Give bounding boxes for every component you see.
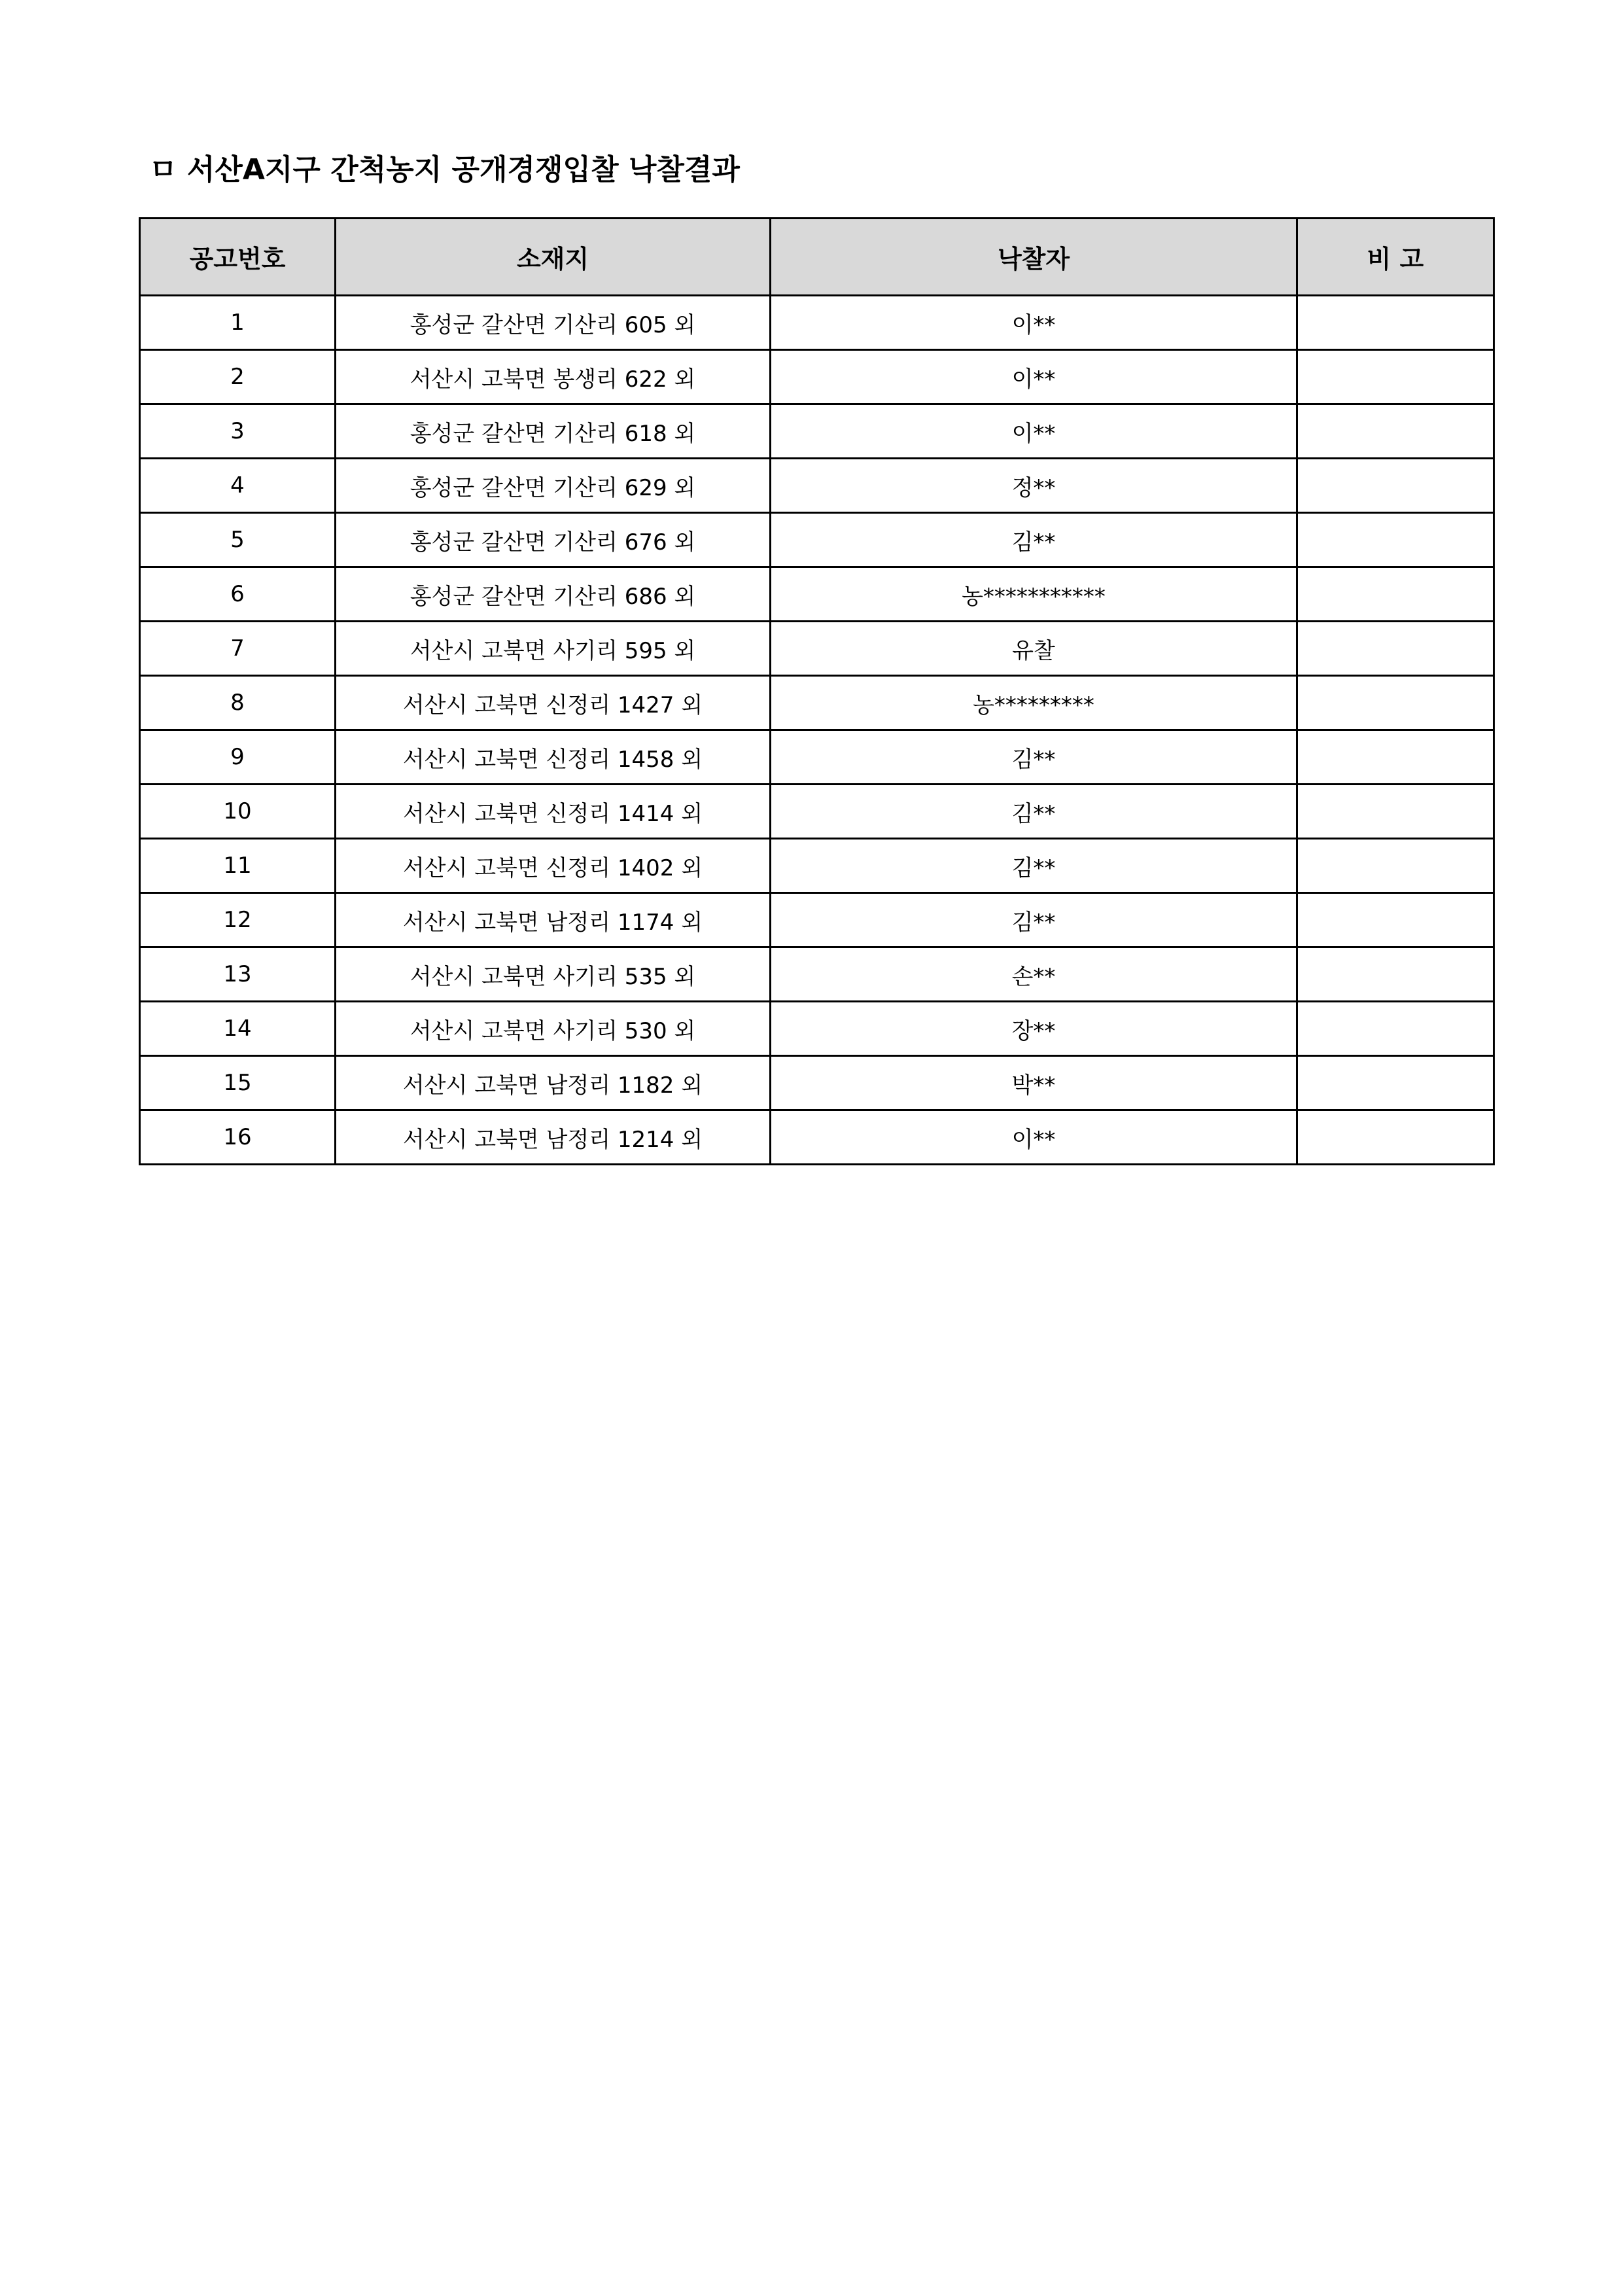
location-cell: 서산시 고북면 신정리 1427 외: [336, 676, 771, 730]
remarks-cell: [1297, 785, 1494, 839]
winner-cell: 김**: [771, 730, 1297, 785]
winner-cell: 유찰: [771, 622, 1297, 676]
winner-cell: 박**: [771, 1056, 1297, 1110]
table-row: [140, 1056, 1494, 1110]
location-cell: 서산시 고북면 신정리 1458 외: [336, 730, 771, 785]
notice-number-cell: 1: [140, 296, 336, 350]
remarks-cell: [1297, 459, 1494, 513]
table-row: [140, 1002, 1494, 1056]
table-row: [140, 296, 1494, 350]
notice-number-cell: 11: [140, 839, 336, 893]
location-cell: 서산시 고북면 사기리 595 외: [336, 622, 771, 676]
table-row: [140, 350, 1494, 404]
notice-number-cell: 10: [140, 785, 336, 839]
table-row: [140, 730, 1494, 785]
table-row: [140, 947, 1494, 1002]
location-cell: 홍성군 갈산면 기산리 676 외: [336, 513, 771, 567]
header-remarks: 비 고: [1297, 219, 1494, 296]
location-cell: 서산시 고북면 사기리 535 외: [336, 947, 771, 1002]
notice-number-cell: 7: [140, 622, 336, 676]
winner-cell: 김**: [771, 785, 1297, 839]
location-cell: 서산시 고북면 봉생리 622 외: [336, 350, 771, 404]
winner-cell: 김**: [771, 839, 1297, 893]
table-row: [140, 513, 1494, 567]
table-row: [140, 622, 1494, 676]
location-cell: 홍성군 갈산면 기산리 629 외: [336, 459, 771, 513]
location-cell: 홍성군 갈산면 기산리 618 외: [336, 404, 771, 459]
notice-number-cell: 6: [140, 567, 336, 622]
remarks-cell: [1297, 839, 1494, 893]
location-cell: 서산시 고북면 신정리 1414 외: [336, 785, 771, 839]
table-row: [140, 839, 1494, 893]
remarks-cell: [1297, 404, 1494, 459]
location-cell: 서산시 고북면 남정리 1174 외: [336, 893, 771, 947]
table-row: [140, 459, 1494, 513]
winner-cell: 이**: [771, 350, 1297, 404]
notice-number-cell: 15: [140, 1056, 336, 1110]
notice-number-cell: 8: [140, 676, 336, 730]
remarks-cell: [1297, 893, 1494, 947]
table-row: [140, 1110, 1494, 1165]
winner-cell: 손**: [771, 947, 1297, 1002]
location-cell: 서산시 고북면 사기리 530 외: [336, 1002, 771, 1056]
location-cell: 홍성군 갈산면 기산리 686 외: [336, 567, 771, 622]
location-cell: 홍성군 갈산면 기산리 605 외: [336, 296, 771, 350]
notice-number-cell: 12: [140, 893, 336, 947]
notice-number-cell: 9: [140, 730, 336, 785]
remarks-cell: [1297, 296, 1494, 350]
header-winner: 낙찰자: [771, 219, 1297, 296]
winner-cell: 이**: [771, 296, 1297, 350]
notice-number-cell: 3: [140, 404, 336, 459]
remarks-cell: [1297, 1056, 1494, 1110]
winner-cell: 이**: [771, 1110, 1297, 1165]
notice-number-cell: 14: [140, 1002, 336, 1056]
remarks-cell: [1297, 567, 1494, 622]
winner-cell: 김**: [771, 513, 1297, 567]
bid-results-table: [139, 217, 1495, 1165]
remarks-cell: [1297, 730, 1494, 785]
location-cell: 서산시 고북면 신정리 1402 외: [336, 839, 771, 893]
header-location: 소재지: [336, 219, 771, 296]
notice-number-cell: 5: [140, 513, 336, 567]
notice-number-cell: 13: [140, 947, 336, 1002]
remarks-cell: [1297, 1002, 1494, 1056]
remarks-cell: [1297, 622, 1494, 676]
notice-number-cell: 16: [140, 1110, 336, 1165]
winner-cell: 김**: [771, 893, 1297, 947]
remarks-cell: [1297, 947, 1494, 1002]
table-row: [140, 893, 1494, 947]
winner-cell: 농***********: [771, 567, 1297, 622]
remarks-cell: [1297, 1110, 1494, 1165]
winner-cell: 이**: [771, 404, 1297, 459]
table-row: [140, 785, 1494, 839]
location-cell: 서산시 고북면 남정리 1182 외: [336, 1056, 771, 1110]
winner-cell: 장**: [771, 1002, 1297, 1056]
remarks-cell: [1297, 350, 1494, 404]
table-row: [140, 404, 1494, 459]
remarks-cell: [1297, 676, 1494, 730]
notice-number-cell: 2: [140, 350, 336, 404]
winner-cell: 정**: [771, 459, 1297, 513]
table-header-row: [140, 219, 1494, 296]
page-title: ㅁ 서산A지구 간척농지 공개경쟁입찰 낙찰결과: [149, 153, 740, 186]
remarks-cell: [1297, 513, 1494, 567]
table-row: [140, 567, 1494, 622]
location-cell: 서산시 고북면 남정리 1214 외: [336, 1110, 771, 1165]
winner-cell: 농*********: [771, 676, 1297, 730]
notice-number-cell: 4: [140, 459, 336, 513]
header-notice-number: 공고번호: [140, 219, 336, 296]
table-row: [140, 676, 1494, 730]
